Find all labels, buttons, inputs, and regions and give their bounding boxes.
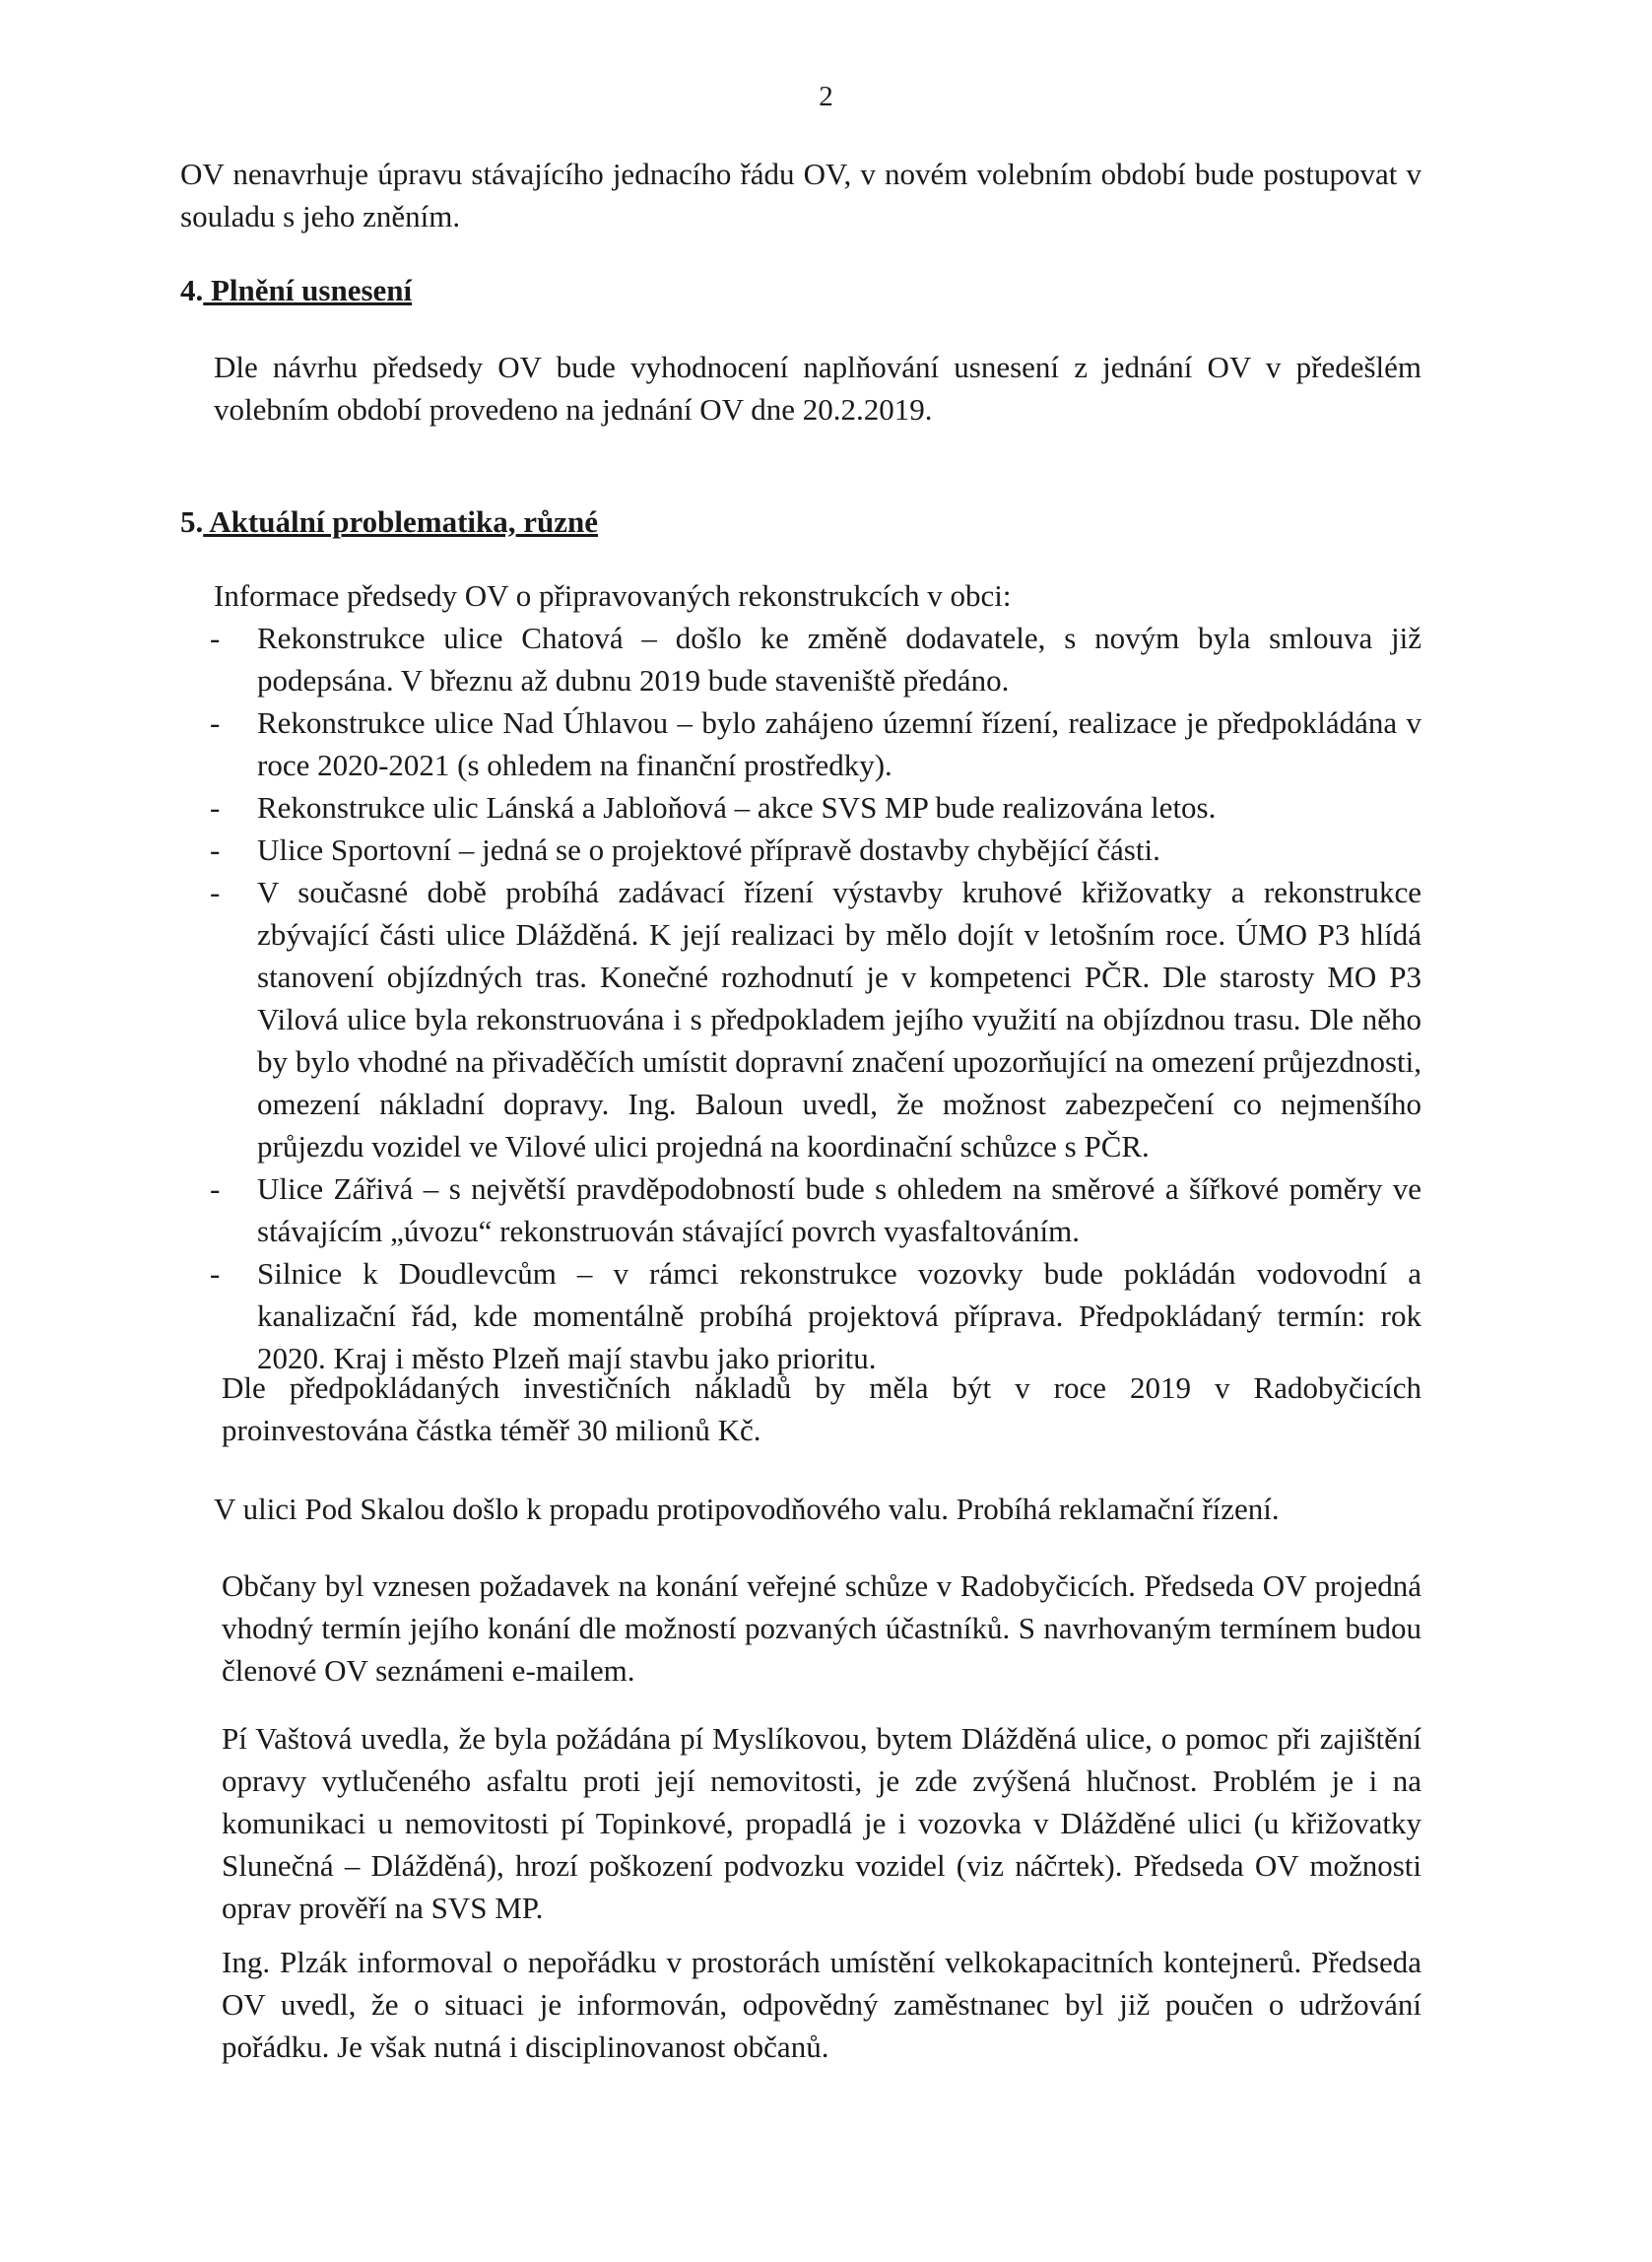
dash-bullet: - [210,832,221,867]
list-item: - Rekonstrukce ulic Lánská a Jabloňová – akce SVS MP bude realizována letos. [180,786,1421,829]
dash-bullet: - [210,1256,221,1291]
public-meeting-paragraph: Občany byl vznesen požadavek na konání veřejné schůze v Radobyčicích. Předseda OV projedná vhodný termín jejího konání dle možností pozvaných účastníků. S navrhovaným termínem budou členové OV seznámeni e-mailem. [222,1568,1421,1688]
dash-bullet: - [210,705,221,740]
section-5-title: Aktuální problematika, různé [203,504,599,539]
list-item: - Rekonstrukce ulice Chatová – došlo ke změně dodavatele, s novým byla smlouva již podepsána. V březnu až dubnu 2019 bude staveniště předáno. [180,617,1421,701]
list-item: - Rekonstrukce ulice Nad Úhlavou – bylo zahájeno územní řízení, realizace je předpokládána v roce 2020-2021 (s ohledem na finanční prostředky). [180,701,1421,786]
section-4-text: Dle návrhu předsedy OV bude vyhodnocení naplňování usnesení z jednání OV v předešlém volebním období provedeno na jednání OV dne 20.2.2019. [214,350,1421,427]
dash-bullet: - [210,875,221,909]
section-4-heading [180,269,1421,311]
intro-paragraph: OV nenavrhuje úpravu stávajícího jednacího řádu OV, v novém volebním období bude postupovat v souladu s jeho zněním. [180,157,1421,233]
dash-bullet: - [210,790,221,825]
list-item: - Ulice Sportovní – jedná se o projektové přípravě dostavby chybějící části. [180,829,1421,871]
section-4-number: 4. [180,273,204,307]
list-item: - V současné době probíhá zadávací řízení výstavby kruhové křižovatky a rekonstrukce zbývající části ulice Dlážděná. K její realizaci by mělo dojít v letošním roce. ÚMO P3 hlídá stanovení objízdných tras. Konečné rozhodnutí je v kompetenci PČR. Dle starosty MO P3 Vilová ulice byla rekonstruována i s předpokladem jejího využití na objízdnou trasu. Dle něho by bylo vhodné na přivaděčích umístit dopravní značení upozorňující na omezení průjezdnosti, omezení nákladní dopravy. Ing. Baloun uvedl, že možnost zabezpečení co nejmenšího průjezdu vozidel ve Vilové ulici projedná na koordinační schůzce s PČR. [180,871,1421,1167]
section-4-title: Plnění usnesení [203,273,413,307]
reconstruction-list [180,617,1421,1379]
section-5-intro: Informace předsedy OV o připravovaných rekonstrukcích v obci: [214,578,1012,613]
road-repair-paragraph: Pí Vaštová uvedla, že byla požádána pí Myslíkovou, bytem Dlážděná ulice, o pomoc při zajištění opravy vytlučeného asfaltu proti její nemovitosti, je zde zvýšená hlučnost. Problém je i na komunikaci u nemovitosti pí Topinkové, propadlá je i vozovka v Dlážděné ulici (u křižovatky Slunečná – Dlážděná), hrozí poškození podvozku vozidel (viz náčrtek). Předseda OV možnosti oprav prověří na SVS MP. [222,1721,1421,1925]
containers-paragraph: Ing. Plzák informoval o nepořádku v prostorách umístění velkokapacitních kontejnerů. Předseda OV uvedl, že o situaci je informován, odpovědný zaměstnanec byl již poučen o udržování pořádku. Je však nutná i disciplinovanost občanů. [222,1945,1421,2064]
flood-wall-paragraph: V ulici Pod Skalou došlo k propadu protipovodňového valu. Probíhá reklamační řízení. [214,1492,1280,1526]
section-5-heading [180,500,1421,543]
dash-bullet: - [210,621,221,655]
section-5-number: 5. [180,504,204,539]
list-item: - Silnice k Doudlevcům – v rámci rekonstrukce vozovky bude pokládán vodovodní a kanalizační řád, kde momentálně probíhá projektová příprava. Předpokládaný termín: rok 2020. Kraj i město Plzeň mají stavbu jako prioritu. [180,1252,1421,1379]
list-item: - Ulice Zářivá – s největší pravděpodobností bude s ohledem na směrové a šířkové poměry ve stávajícím „úvozu“ rekonstruován stávající povrch vyasfaltováním. [180,1167,1421,1252]
page-number: 2 [819,81,833,112]
dash-bullet: - [210,1171,221,1206]
investment-paragraph: Dle předpokládaných investičních nákladů by měla být v roce 2019 v Radobyčicích proinvestována částka téměř 30 milionů Kč. [222,1370,1421,1447]
